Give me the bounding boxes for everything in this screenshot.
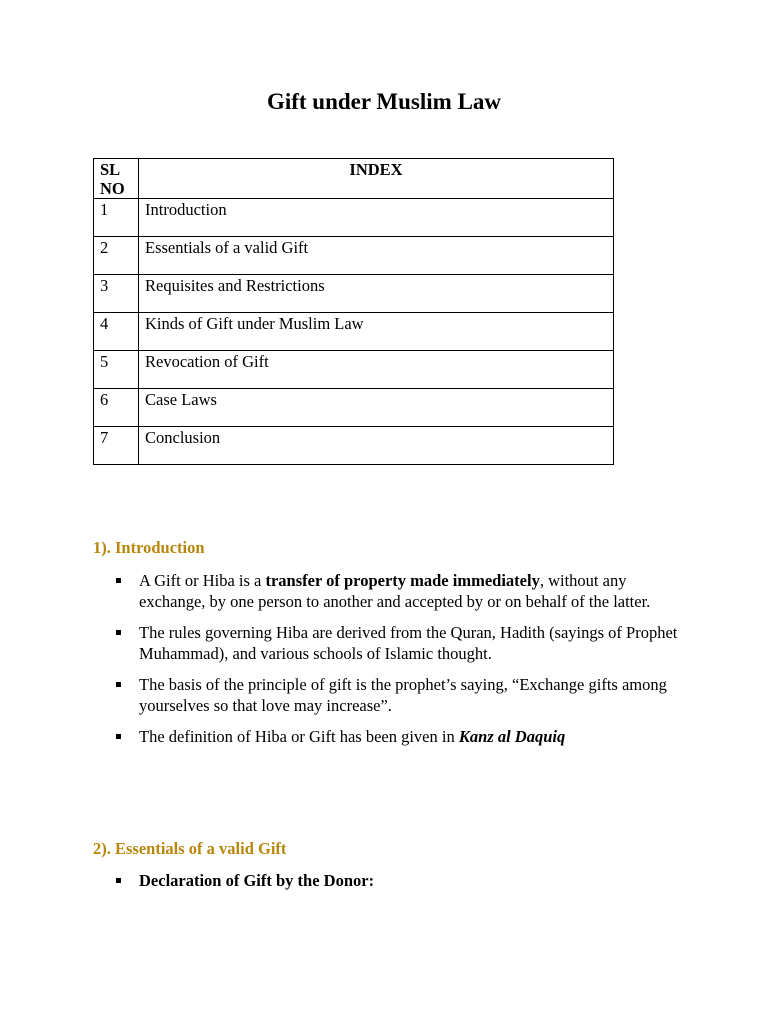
bullet-square-icon <box>116 682 121 687</box>
row-label: Requisites and Restrictions <box>139 275 614 313</box>
bullet-bold-text: Declaration of Gift by the Donor: <box>139 871 375 890</box>
bullet-text: The definition of Hiba or Gift has been given in <box>139 727 459 746</box>
table-row <box>94 351 614 389</box>
page-title: Gift under Muslim Law <box>266 89 502 114</box>
table-row <box>94 313 614 351</box>
table-row <box>94 237 614 275</box>
row-number: 5 <box>94 351 139 389</box>
index-table-header-row <box>94 159 614 199</box>
row-number: 3 <box>94 275 139 313</box>
row-number: 2 <box>94 237 139 275</box>
section-heading-essentials: 2). Essentials of a valid Gift <box>93 839 287 858</box>
row-label: Essentials of a valid Gift <box>139 237 614 275</box>
list-item <box>110 726 690 747</box>
table-row <box>94 199 614 237</box>
bullet-bold-italic-text: Kanz al Daquiq <box>458 727 566 746</box>
essentials-bullet-list <box>110 870 690 901</box>
bullet-bold-text: transfer of property made immediately <box>265 571 540 590</box>
list-item <box>110 870 690 891</box>
bullet-text: The rules governing Hiba are derived from the Quran, Hadith (sayings of Prophet Muhammad), and various schools of Islamic thought. <box>139 623 678 663</box>
bullet-text: A Gift or Hiba is a <box>139 571 266 590</box>
bullet-square-icon <box>116 630 121 635</box>
table-row <box>94 389 614 427</box>
sl-no-header: SL NO <box>94 159 139 199</box>
row-number: 6 <box>94 389 139 427</box>
row-label: Kinds of Gift under Muslim Law <box>139 313 614 351</box>
table-row <box>94 427 614 465</box>
section-heading-introduction: 1). Introduction <box>93 538 205 557</box>
list-item <box>110 570 690 612</box>
list-item <box>110 674 690 716</box>
row-label: Introduction <box>139 199 614 237</box>
row-number: 4 <box>94 313 139 351</box>
row-number: 7 <box>94 427 139 465</box>
table-row <box>94 275 614 313</box>
row-label: Revocation of Gift <box>139 351 614 389</box>
introduction-bullet-list <box>110 570 690 757</box>
row-label: Case Laws <box>139 389 614 427</box>
bullet-square-icon <box>116 878 121 883</box>
bullet-text: , without any exchange, by one person to another and accepted by or on behalf of the latter. <box>139 571 651 611</box>
row-label: Conclusion <box>139 427 614 465</box>
row-number: 1 <box>94 199 139 237</box>
list-item <box>110 622 690 664</box>
bullet-text: The basis of the principle of gift is the prophet’s saying, “Exchange gifts among yourselves so that love may increase”. <box>139 675 667 715</box>
index-header: INDEX <box>139 159 614 199</box>
index-table <box>93 158 614 465</box>
bullet-square-icon <box>116 578 121 583</box>
bullet-square-icon <box>116 734 121 739</box>
